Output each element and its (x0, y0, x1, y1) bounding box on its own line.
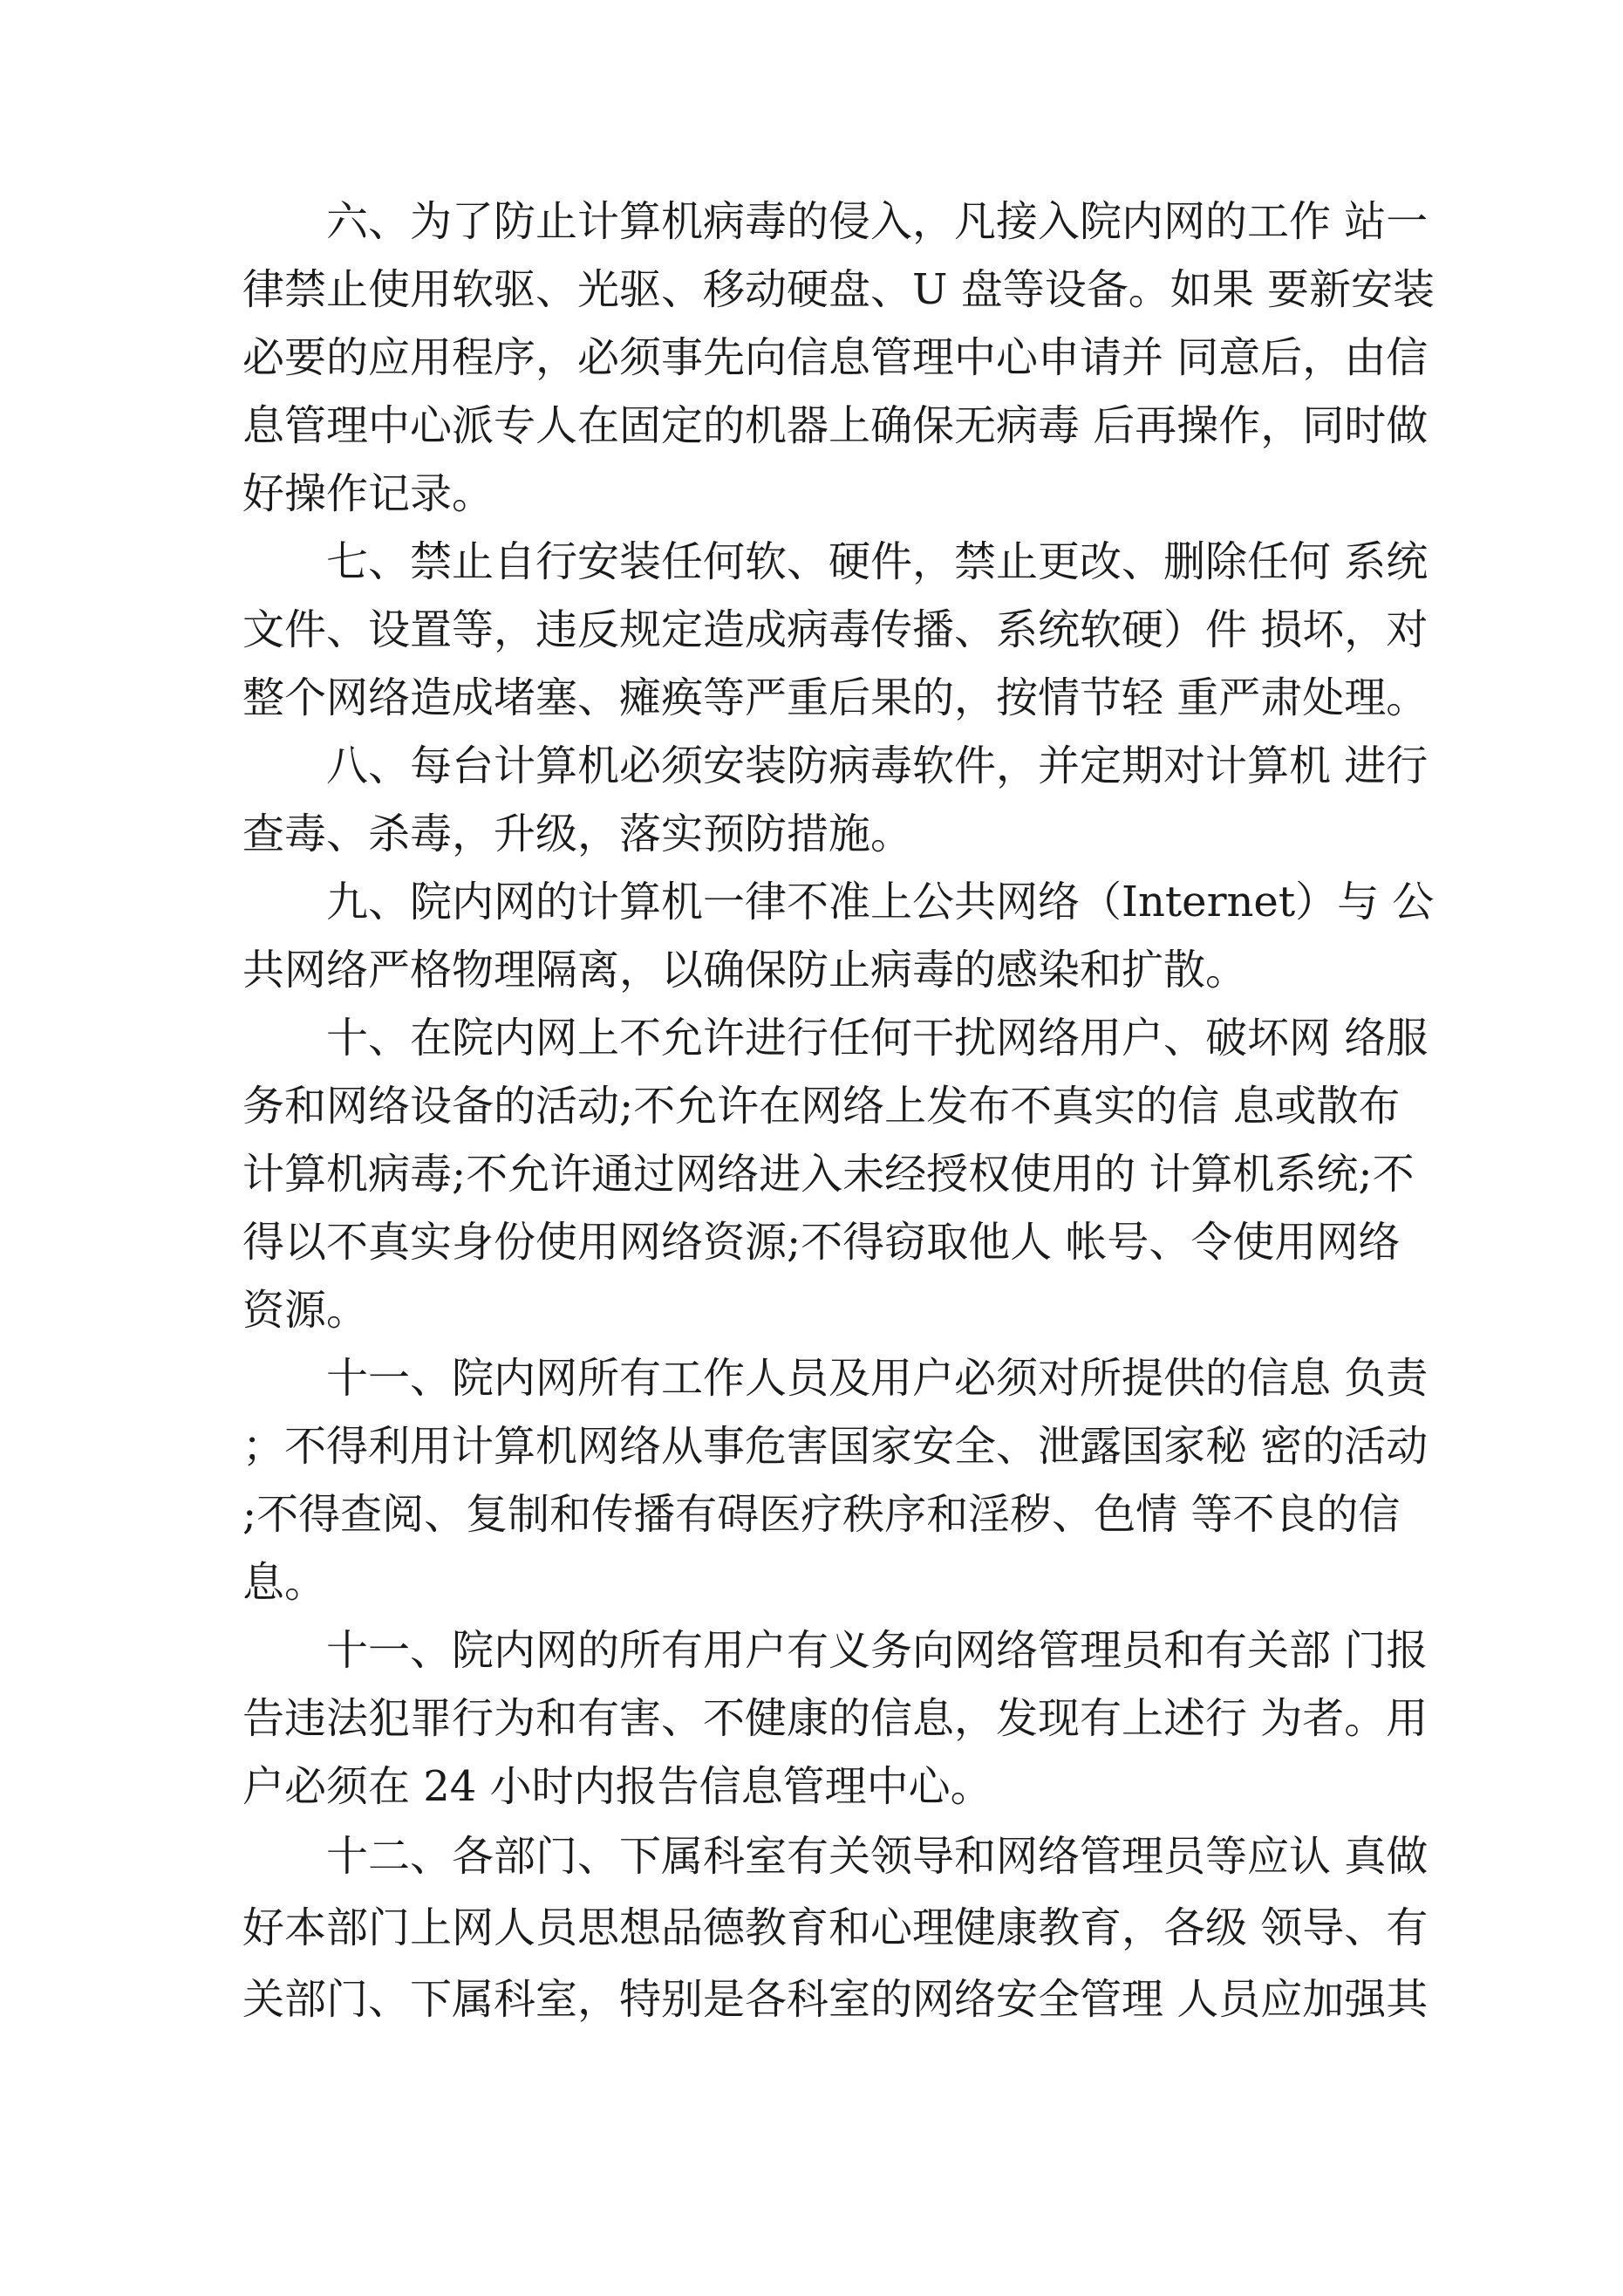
text-line: 息管理中心派专人在固定的机器上确保无病毒 后再操作，同时做 (242, 401, 1429, 450)
text-line: 计算机病毒;不允许通过网络进入未经授权使用的 计算机系统;不 (242, 1150, 1415, 1199)
text-line: 共网络严格物理隔离，以确保防止病毒的感染和扩散。 (242, 946, 1248, 994)
text-line: 十、在院内网上不允许进行任何干扰网络用户、破坏网 络服 (326, 1014, 1429, 1063)
text-line: 好本部门上网人员思想品德教育和心理健康教育，各级 领导、有 (242, 1903, 1429, 1952)
text-line: 必要的应用程序，必须事先向信息管理中心申请并 同意后，由信 (242, 333, 1429, 382)
text-line: 九、院内网的计算机一律不准上公共网络（Internet）与 公 (326, 878, 1435, 926)
text-line: 六、为了防止计算机病毒的侵入，凡接入院内网的工作 站一 (326, 197, 1429, 246)
paragraph-11a (242, 1344, 1433, 1616)
document-body (242, 188, 1433, 2035)
text-line: 十二、各部门、下属科室有关领导和网络管理员等应认 真做 (326, 1832, 1429, 1881)
text-line: 七、禁止自行安装任何软、硬件，禁止更改、删除任何 系统 (326, 537, 1429, 586)
paragraph-7 (242, 528, 1433, 732)
text-line: 关部门、下属科室，特别是各科室的网络安全管理 人员应加强其 (242, 1975, 1429, 2024)
text-line: 律禁止使用软驱、光驱、移动硬盘、U 盘等设备。如果 要新安装 (242, 265, 1435, 314)
text-line: 查毒、杀毒，升级，落实预防措施。 (242, 810, 913, 858)
paragraph-8 (242, 732, 1433, 868)
text-line: ;不得查阅、复制和传播有碍医疗秩序和淫秽、色情 等不良的信 (242, 1490, 1401, 1539)
text-line: 务和网络设备的活动;不允许在网络上发布不真实的信 息或散布 (242, 1082, 1401, 1131)
paragraph-6 (242, 188, 1433, 528)
text-line: 好操作记录。 (242, 469, 494, 518)
text-line: 户必须在 24 小时内报告信息管理中心。 (242, 1762, 992, 1811)
text-line: 息。 (242, 1558, 327, 1607)
paragraph-9 (242, 868, 1433, 1004)
text-line: 十一、院内网的所有用户有义务向网络管理员和有关部 门报 (326, 1626, 1429, 1675)
text-line: 整个网络造成堵塞、瘫痪等严重后果的，按情节轻 重严肃处理。 (242, 673, 1429, 722)
text-line: 得以不真实身份使用网络资源;不得窃取他人 帐号、令使用网络 (242, 1218, 1401, 1267)
text-line: 文件、设置等，违反规定造成病毒传播、系统软硬）件 损坏，对 (242, 605, 1429, 654)
paragraph-12 (242, 1821, 1433, 2035)
text-line: 十一、院内网所有工作人员及用户必须对所提供的信息 负责 (326, 1354, 1429, 1403)
text-line: 资源。 (242, 1286, 369, 1335)
text-line: ；不得利用计算机网络从事危害国家安全、泄露国家秘 密的活动 (242, 1422, 1429, 1471)
paragraph-10 (242, 1004, 1433, 1344)
text-line: 八、每台计算机必须安装防病毒软件，并定期对计算机 进行 (326, 741, 1429, 790)
text-line: 告违法犯罪行为和有害、不健康的信息，发现有上述行 为者。用 (242, 1694, 1429, 1743)
paragraph-11b (242, 1616, 1433, 1821)
